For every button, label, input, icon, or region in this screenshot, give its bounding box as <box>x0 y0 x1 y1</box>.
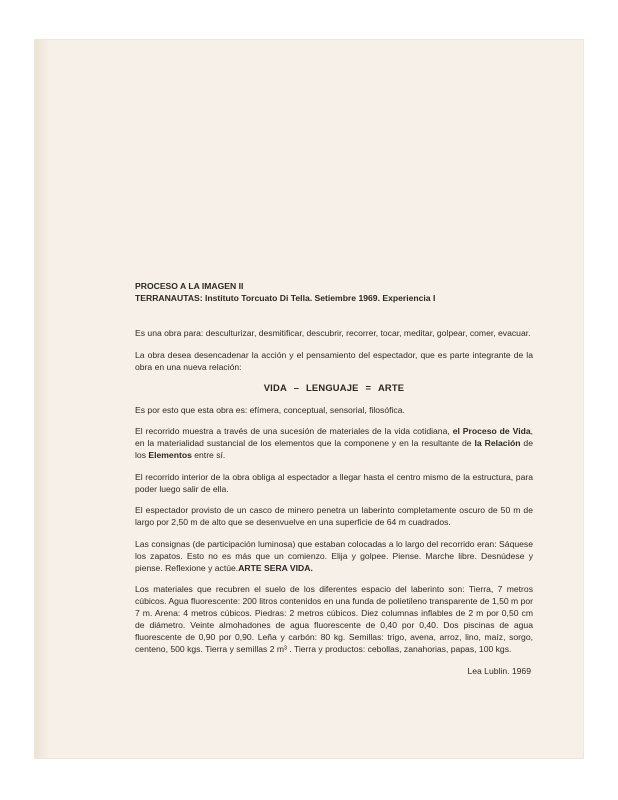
document-body <box>135 281 533 677</box>
paragraph-purpose: Es una obra para: desculturizar, desmitificar, descubrir, recorrer, tocar, meditar, golpear, comer, evacuar. <box>135 328 531 338</box>
author-signature: Lea Lublin. 1969 <box>467 665 531 676</box>
formula-term-lenguaje: LENGUAJE <box>305 382 359 393</box>
paragraph-nature: Es por esto que esta obra es: efímera, conceptual, sensorial, filosófica. <box>135 404 405 415</box>
paragraph-materials: Los materiales que recubren el suelo de los diferentes espacio del laberinto son: Tierra, 7 metros cúbicos. Agua fluorescente: 200 litros contenidos en una funda de polietileno transparente de 1,50 m por 7 m. Arena: 4 metros cúbicos. Piedras: 2 metros cúbicos. Diez columnas inflables de 2 m por 0,50 cm de diámetro. Veinte almohadones de agua fluorescente de 0,40 por 0,40. Dos piscinas de agua fluorescente de 0,90 por 0,90. Leña y carbón: 80 kg. Semillas: trigo, avena, arroz, lino, maíz, sorgo, centeno, 500 kgs. Tierra y semillas 2 m³ . Tierra y productos: cebollas, zanahorias, papas, 100 kgs. <box>135 584 533 654</box>
route-bold-relacion: la Relación <box>474 438 521 448</box>
formula-operator-equals: = <box>365 382 372 393</box>
instructions-text: Las consignas (de participación luminosa) que estaban colocadas a lo largo del recorrido eran: Sáquese los zapatos. Esto no es más que un comienzo. Elija y golpee. Piense. Marche libre. Desnúdese y piense. Reflexione y actúe. <box>135 538 533 573</box>
paragraph-instructions <box>135 538 533 574</box>
paragraph-interior: El recorrido interior de la obra obliga al espectador a llegar hasta el centro mismo de la estructura, para poder luego salir de ella. <box>135 471 533 494</box>
route-text-1: El recorrido muestra a través de una sucesión de materiales de la vida cotidiana, <box>135 426 450 436</box>
document-title: PROCESO A LA IMAGEN II <box>135 281 244 291</box>
paragraph-route <box>135 425 533 461</box>
route-bold-proceso: el Proceso de Vida <box>452 426 531 436</box>
route-bold-elementos: Elementos <box>148 450 192 460</box>
paragraph-spectator: El espectador provisto de un casco de minero penetra un laberinto completamente oscuro de 50 m de largo por 2,50 m de alto que se desenvuelve en una superficie de 64 m cuadrados. <box>135 505 533 527</box>
document-subtitle: TERRANAUTAS: Instituto Torcuato Di Tella. Setiembre 1969. Experiencia I <box>135 292 436 303</box>
formula-term-vida: VIDA <box>263 382 287 393</box>
formula-line <box>135 382 533 394</box>
route-text-2: , en la materialidad sustancial de los elementos que la componene y en la resultante de <box>135 426 534 448</box>
formula-operator-minus: – <box>293 382 300 393</box>
formula-term-arte: ARTE <box>377 382 405 393</box>
binding-gutter <box>35 40 49 758</box>
route-text-4: entre sí. <box>194 450 226 460</box>
paragraph-intent: La obra desea desencadenar la acción y el pensamiento del espectador, que es parte integrante de la obra en una nueva relación: <box>135 349 533 372</box>
instructions-bold: ARTE SERA VIDA. <box>238 562 313 573</box>
route-text-3: de los <box>135 438 533 460</box>
